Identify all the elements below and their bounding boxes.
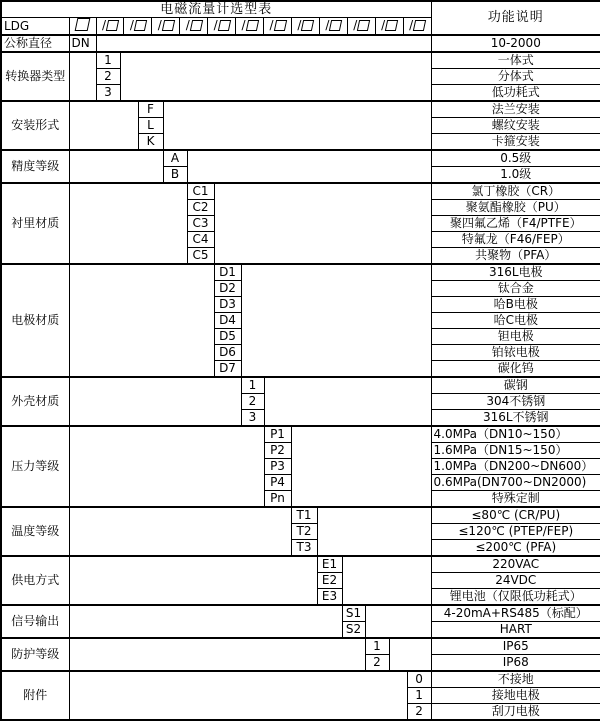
spacer-cell — [69, 264, 214, 377]
function-cell: 10-2000 — [431, 35, 600, 52]
spacer-cell — [69, 52, 96, 101]
checkbox-icon — [357, 20, 370, 31]
function-cell: 聚氨酯橡胶（PU） — [431, 199, 600, 215]
function-cell: 0.6MPa(DN700~DN2000) — [431, 474, 600, 490]
function-cell: 铂铱电极 — [431, 344, 600, 360]
function-cell: 碳化钨 — [431, 360, 600, 377]
spacer-cell — [241, 264, 431, 377]
spacer-cell — [69, 638, 365, 671]
model-prefix: LDG — [1, 18, 69, 35]
code-cell: P1 — [264, 426, 291, 443]
spacer-cell — [120, 52, 431, 101]
group-label: 附件 — [1, 671, 69, 720]
spacer-cell — [96, 35, 431, 52]
spacer-cell — [69, 377, 241, 426]
function-cell: 共聚物（PFA） — [431, 247, 600, 264]
code-cell: P4 — [264, 474, 291, 490]
function-cell: 1.0MPa（DN200~DN600） — [431, 458, 600, 474]
code-cell: T2 — [291, 523, 317, 539]
model-slot — [236, 18, 264, 34]
function-cell: 接地电极 — [431, 687, 600, 703]
function-cell: 哈B电极 — [431, 296, 600, 312]
checkbox-icon — [273, 20, 286, 31]
group-row — [1, 671, 600, 688]
function-cell: 分体式 — [431, 68, 600, 84]
group-label: 精度等级 — [1, 150, 69, 183]
slash-glyph: / — [297, 17, 302, 32]
code-cell: 2 — [365, 654, 389, 671]
function-cell: 特殊定制 — [431, 490, 600, 507]
model-slots — [97, 18, 431, 34]
code-cell: Pn — [264, 490, 291, 507]
spacer-cell — [317, 507, 431, 556]
code-cell: C5 — [187, 247, 214, 264]
code-cell: D1 — [214, 264, 241, 281]
slash-glyph: / — [325, 17, 330, 32]
dn-code-cell: DN — [69, 35, 96, 52]
function-cell: IP65 — [431, 638, 600, 655]
dn-row — [1, 35, 600, 52]
function-cell: 钽电极 — [431, 328, 600, 344]
function-cell: 低功耗式 — [431, 84, 600, 101]
function-cell: 1.6MPa（DN15~150） — [431, 442, 600, 458]
code-cell: E2 — [317, 572, 342, 588]
spacer-cell — [187, 150, 431, 183]
function-cell: 碳钢 — [431, 377, 600, 394]
model-slot — [320, 18, 348, 34]
model-slot — [97, 18, 125, 34]
model-slot — [152, 18, 180, 34]
code-cell: S2 — [342, 621, 365, 638]
group-label: 安装形式 — [1, 101, 69, 150]
model-slot — [208, 18, 236, 34]
code-cell: 0 — [407, 671, 431, 688]
function-cell: IP68 — [431, 654, 600, 671]
spacer-cell — [214, 183, 431, 264]
model-slot — [264, 18, 292, 34]
spacer-cell — [69, 507, 291, 556]
checkbox-icon — [301, 20, 314, 31]
function-cell: 哈C电极 — [431, 312, 600, 328]
checkbox-icon — [162, 20, 175, 31]
group-row — [1, 377, 600, 394]
function-cell: 刮刀电极 — [431, 703, 600, 720]
function-cell: 1.0级 — [431, 166, 600, 183]
spacer-cell — [389, 638, 431, 671]
code-cell: 1 — [407, 687, 431, 703]
group-label: 压力等级 — [1, 426, 69, 507]
function-cell: 0.5级 — [431, 150, 600, 167]
code-cell: T1 — [291, 507, 317, 524]
function-cell: 4.0MPa（DN10~150） — [431, 426, 600, 443]
function-cell: ≤80℃ (CR/PU) — [431, 507, 600, 524]
group-row — [1, 638, 600, 655]
code-cell: B — [163, 166, 187, 183]
group-row — [1, 150, 600, 167]
spacer-cell — [69, 556, 317, 605]
checkbox-icon — [106, 20, 119, 31]
slash-glyph: / — [101, 17, 106, 32]
spacer-cell — [69, 101, 138, 150]
code-cell: P3 — [264, 458, 291, 474]
code-cell: C1 — [187, 183, 214, 200]
group-row — [1, 101, 600, 118]
group-row — [1, 52, 600, 69]
code-cell: E1 — [317, 556, 342, 573]
slash-glyph: / — [129, 17, 134, 32]
model-slot — [124, 18, 152, 34]
checkbox-icon — [190, 20, 203, 31]
function-cell: 316L不锈钢 — [431, 409, 600, 426]
slash-glyph: / — [381, 17, 386, 32]
model-placeholder-cell — [69, 18, 96, 35]
function-cell: 卡箍安装 — [431, 133, 600, 150]
group-row — [1, 556, 600, 573]
function-cell: 不接地 — [431, 671, 600, 688]
code-cell: 2 — [241, 393, 264, 409]
code-cell: C2 — [187, 199, 214, 215]
function-cell: 220VAC — [431, 556, 600, 573]
dn-label: 公称直径 — [1, 35, 69, 52]
code-cell: D7 — [214, 360, 241, 377]
function-header: 功能说明 — [431, 1, 600, 35]
group-row — [1, 264, 600, 281]
code-cell: 1 — [365, 638, 389, 655]
code-cell: E3 — [317, 588, 342, 605]
function-cell: 钛合金 — [431, 280, 600, 296]
slash-glyph: / — [353, 17, 358, 32]
spacer-cell — [69, 671, 407, 720]
code-cell: S1 — [342, 605, 365, 622]
code-cell: D4 — [214, 312, 241, 328]
spacer-cell — [69, 605, 342, 638]
function-cell: 法兰安装 — [431, 101, 600, 118]
spacer-cell — [291, 426, 431, 507]
code-cell: 1 — [96, 52, 120, 69]
code-cell: T3 — [291, 539, 317, 556]
group-row — [1, 507, 600, 524]
group-label: 外壳材质 — [1, 377, 69, 426]
group-row — [1, 183, 600, 200]
slash-glyph: / — [185, 17, 190, 32]
group-label: 温度等级 — [1, 507, 69, 556]
code-cell: P2 — [264, 442, 291, 458]
code-cell: A — [163, 150, 187, 167]
function-cell: HART — [431, 621, 600, 638]
function-cell: 螺纹安装 — [431, 117, 600, 133]
function-cell: 特氟龙（F46/FEP） — [431, 231, 600, 247]
checkbox-icon — [245, 20, 258, 31]
slash-glyph: / — [409, 17, 414, 32]
function-cell: 316L电极 — [431, 264, 600, 281]
spacer-cell — [163, 101, 431, 150]
code-cell: 1 — [241, 377, 264, 394]
checkbox-icon — [134, 20, 147, 31]
checkbox-icon — [385, 20, 398, 31]
code-cell: D2 — [214, 280, 241, 296]
function-cell: ≤120℃ (PTEP/FEP) — [431, 523, 600, 539]
code-cell: D5 — [214, 328, 241, 344]
code-cell: D3 — [214, 296, 241, 312]
code-cell: 3 — [241, 409, 264, 426]
code-cell: 3 — [96, 84, 120, 101]
title-row — [1, 1, 600, 18]
spacer-cell — [342, 556, 431, 605]
group-label: 电极材质 — [1, 264, 69, 377]
code-cell: C3 — [187, 215, 214, 231]
code-cell: K — [138, 133, 163, 150]
checkbox-icon — [75, 18, 91, 31]
slash-glyph: / — [213, 17, 218, 32]
model-slot — [348, 18, 376, 34]
group-label: 转换器类型 — [1, 52, 69, 101]
function-cell: ≤200℃ (PFA) — [431, 539, 600, 556]
function-cell: 锂电池（仅限低功耗式） — [431, 588, 600, 605]
group-label: 供电方式 — [1, 556, 69, 605]
code-cell: L — [138, 117, 163, 133]
code-cell: C4 — [187, 231, 214, 247]
group-label: 信号输出 — [1, 605, 69, 638]
function-cell: 氯丁橡胶（CR） — [431, 183, 600, 200]
function-cell: 4-20mA+RS485（标配） — [431, 605, 600, 622]
slash-glyph: / — [157, 17, 162, 32]
model-slot — [404, 18, 431, 34]
function-cell: 聚四氟乙烯（F4/PTFE） — [431, 215, 600, 231]
slash-glyph: / — [241, 17, 246, 32]
group-row — [1, 426, 600, 443]
model-slot — [376, 18, 404, 34]
table-title: 电磁流量计选型表 — [1, 1, 431, 18]
model-slots-cell — [96, 18, 431, 35]
function-cell: 304不锈钢 — [431, 393, 600, 409]
slash-glyph: / — [269, 17, 274, 32]
code-cell: 2 — [407, 703, 431, 720]
checkbox-icon — [329, 20, 342, 31]
spacer-cell — [69, 426, 264, 507]
spacer-cell — [264, 377, 431, 426]
function-cell: 一体式 — [431, 52, 600, 69]
code-cell: D6 — [214, 344, 241, 360]
spacer-cell — [69, 183, 187, 264]
group-label: 防护等级 — [1, 638, 69, 671]
checkbox-icon — [413, 20, 426, 31]
group-label: 衬里材质 — [1, 183, 69, 264]
checkbox-icon — [218, 20, 231, 31]
code-cell: F — [138, 101, 163, 118]
spacer-cell — [69, 150, 163, 183]
model-slot — [180, 18, 208, 34]
spacer-cell — [365, 605, 431, 638]
code-cell: 2 — [96, 68, 120, 84]
function-cell: 24VDC — [431, 572, 600, 588]
group-row — [1, 605, 600, 622]
model-slot — [292, 18, 320, 34]
